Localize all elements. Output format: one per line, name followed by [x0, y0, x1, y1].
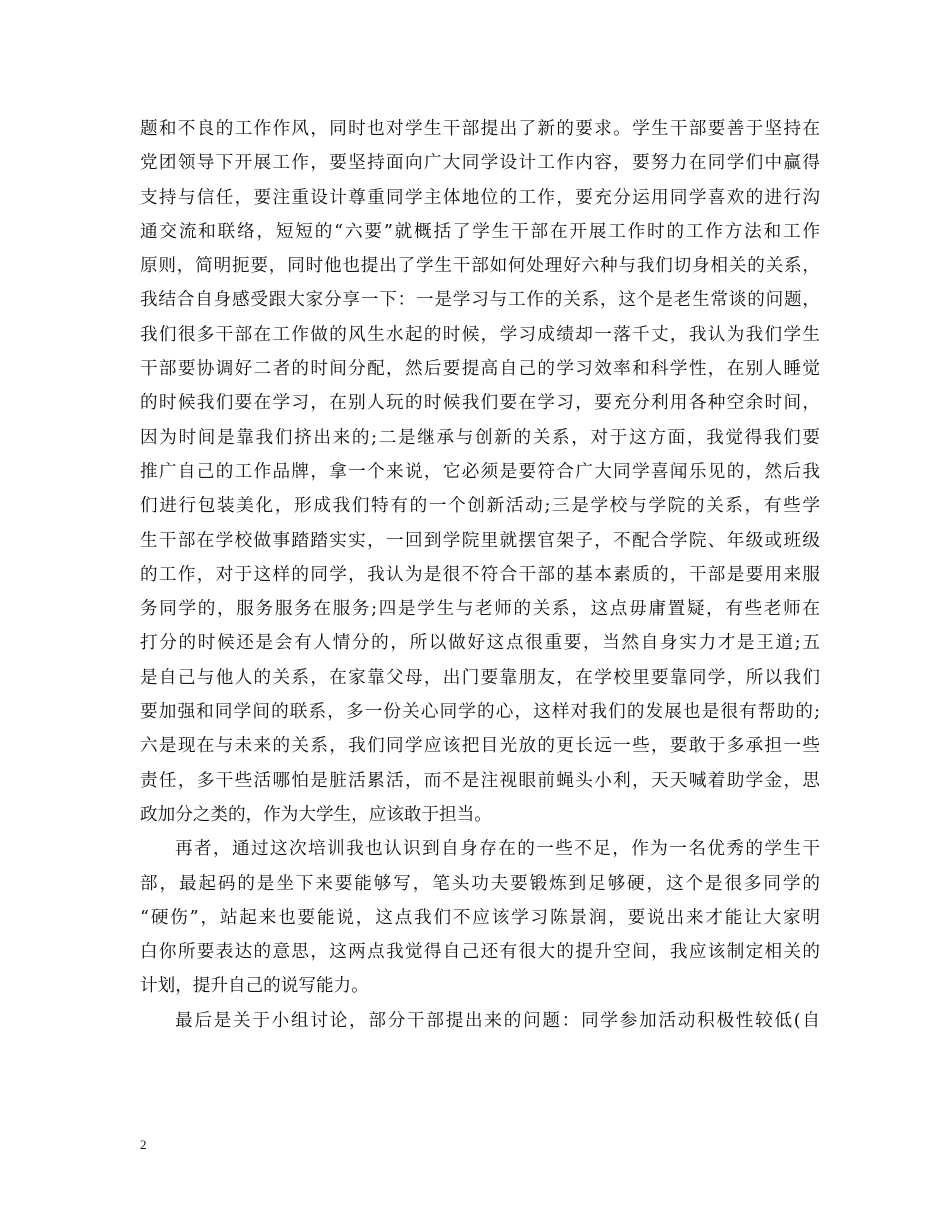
text-line: 原则，简明扼要，同时他也提出了学生干部如何处理好六种与我们切身相关的关系，: [140, 256, 820, 277]
text-line: 题和不良的工作作风，同时也对学生干部提出了新的要求。学生干部要善于坚持在: [140, 119, 820, 139]
text-line: 推广自己的工作品牌，拿一个来说，它必须是要符合广大同学喜闻乐见的，然后我: [140, 461, 820, 482]
paragraph-first-line: 再者，通过这次培训我也认识到自身存在的一些不足，作为一名优秀的学生干: [175, 839, 820, 860]
text-line: 计划，提升自己的说写能力。: [140, 976, 369, 997]
text-line: 责任，多干些活哪怕是脏活累活，而不是注视眼前蝇头小利，天天喊着助学金，思: [140, 770, 820, 791]
text-line: 干部要协调好二者的时间分配，然后要提高自己的学习效率和科学性，在别人睡觉: [140, 359, 820, 380]
text-line: 党团领导下开展工作，要坚持面向广大同学设计工作内容，要努力在同学们中赢得: [140, 153, 820, 174]
text-line: 通交流和联络，短短的“六要”就概括了学生干部在开展工作时的工作方法和工作: [140, 221, 820, 242]
text-line: 我们很多干部在工作做的风生水起的时候，学习成绩却一落千丈，我认为我们学生: [140, 324, 820, 345]
text-line: 务同学的，服务服务在服务;四是学生与老师的关系，这点毋庸置疑，有些老师在: [140, 599, 820, 620]
text-line: 我结合自身感受跟大家分享一下：一是学习与工作的关系，这个是老生常谈的问题，: [140, 290, 820, 311]
page-number: 2: [140, 1137, 147, 1152]
text-line: 是自己与他人的关系，在家靠父母，出门要靠朋友，在学校里要靠同学，所以我们: [140, 667, 820, 688]
text-line: 白你所要表达的意思，这两点我觉得自己还有很大的提升空间，我应该制定相关的: [140, 942, 820, 963]
text-line: 生干部在学校做事踏踏实实，一回到学院里就摆官架子，不配合学院、年级或班级: [140, 530, 820, 551]
text-line: 部，最起码的是坐下来要能够写，笔头功夫要锻炼到足够硬，这个是很多同学的: [140, 873, 820, 894]
text-line: 打分的时候还是会有人情分的，所以做好这点很重要，当然自身实力才是王道;五: [140, 633, 820, 654]
text-line: “硬伤”，站起来也要能说，这点我们不应该学习陈景润，要说出来才能让大家明: [140, 907, 820, 928]
text-line: 支持与信任，要注重设计尊重同学主体地位的工作，要充分运用同学喜欢的进行沟: [140, 187, 820, 208]
text-line: 政加分之类的，作为大学生，应该敢于担当。: [140, 804, 492, 825]
paragraph-first-line: 最后是关于小组讨论，部分干部提出来的问题：同学参加活动积极性较低(自: [175, 1010, 820, 1031]
text-line: 要加强和同学间的联系，多一份关心同学的心，这样对我们的发展也是很有帮助的;: [140, 702, 820, 723]
text-line: 们进行包装美化，形成我们特有的一个创新活动;三是学校与学院的关系，有些学: [140, 496, 820, 517]
text-line: 的工作，对于这样的同学，我认为是很不符合干部的基本素质的，干部是要用来服: [140, 564, 820, 585]
text-line: 因为时间是靠我们挤出来的;二是继承与创新的关系，对于这方面，我觉得我们要: [140, 427, 820, 448]
text-line: 六是现在与未来的关系，我们同学应该把目光放的更长远一些，要敢于多承担一些: [140, 736, 820, 757]
text-line: 的时候我们要在学习，在别人玩的时候我们要在学习，要充分利用各种空余时间，: [140, 393, 820, 414]
body-text: [140, 112, 820, 1038]
